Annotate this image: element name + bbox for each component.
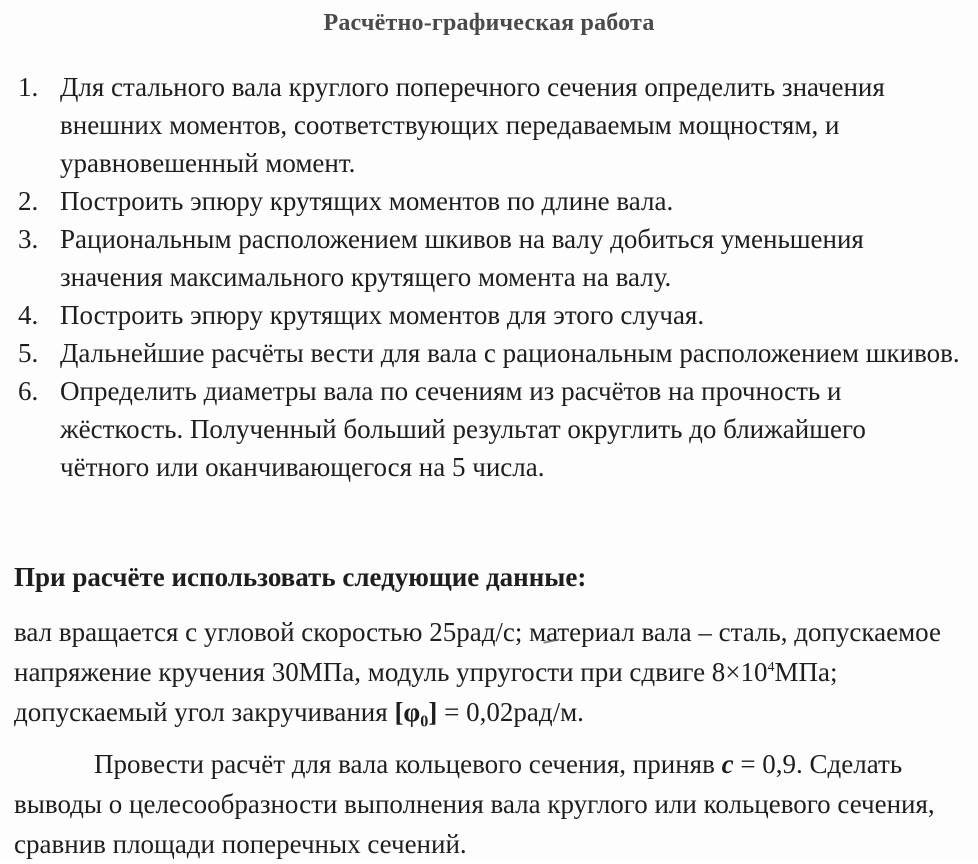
- ratio-variable: c: [721, 749, 734, 779]
- data-exponent: 4: [767, 660, 775, 675]
- data-text-3: = 0,02рад/м.: [437, 697, 584, 727]
- task-text: Дальнейшие расчёты вести для вала с рациональным расположением шкивов.: [60, 338, 960, 368]
- task-number: 2.: [18, 186, 39, 216]
- task-number: 1.: [18, 72, 39, 102]
- data-paragraph: [14, 612, 964, 732]
- task-text: Построить эпюру крутящих моментов для этого случая.: [60, 300, 705, 330]
- list-item: [0, 296, 960, 334]
- task-list: [0, 68, 960, 486]
- data-text-2: МПа; допускаемый угол закручивания: [14, 657, 838, 727]
- list-item: [0, 68, 960, 182]
- task-number: 3.: [18, 224, 39, 254]
- final-text-1: Провести расчёт для вала кольцевого сечения, приняв: [94, 749, 722, 779]
- document-title: Расчётно-графическая работа: [323, 10, 655, 36]
- data-heading: При расчёте использовать следующие данные:: [14, 562, 587, 592]
- task-text: Определить диаметры вала по сечениям из расчётов на прочность и жёсткость. Полученный больший результат округлить до ближайшего чётного или оканчивающегося на 5 числа.: [60, 376, 866, 482]
- task-text: Рациональным расположением шкивов на валу добиться уменьшения значения максимального крутящего момента на валу.: [60, 224, 864, 292]
- task-number: 4.: [18, 300, 39, 330]
- list-item: [0, 182, 960, 220]
- list-item: [0, 334, 960, 372]
- twist-angle-symbol: [φ₀]: [394, 697, 438, 727]
- task-number: 6.: [18, 376, 39, 406]
- task-text: Для стального вала круглого поперечного сечения определить значения внешних моментов, соответствующих передаваемым мощностям, и уравновешенный момент.: [60, 72, 885, 178]
- data-text-1: вал вращается с угловой скоростью 25рад/с; материал вала – сталь, допускаемое напряжение кручения 30МПа, модуль упругости при сдвиге 8×10: [14, 617, 941, 687]
- final-paragraph: [14, 744, 964, 864]
- task-number: 5.: [18, 338, 39, 368]
- list-item: [0, 220, 960, 296]
- task-text: Построить эпюру крутящих моментов по длине вала.: [60, 186, 674, 216]
- list-item: [0, 372, 960, 486]
- final-text-2: = 0,9. Сделать выводы о целесообразности выполнения вала круглого или кольцевого сечения, сравнив площади поперечных сечений.: [14, 749, 935, 859]
